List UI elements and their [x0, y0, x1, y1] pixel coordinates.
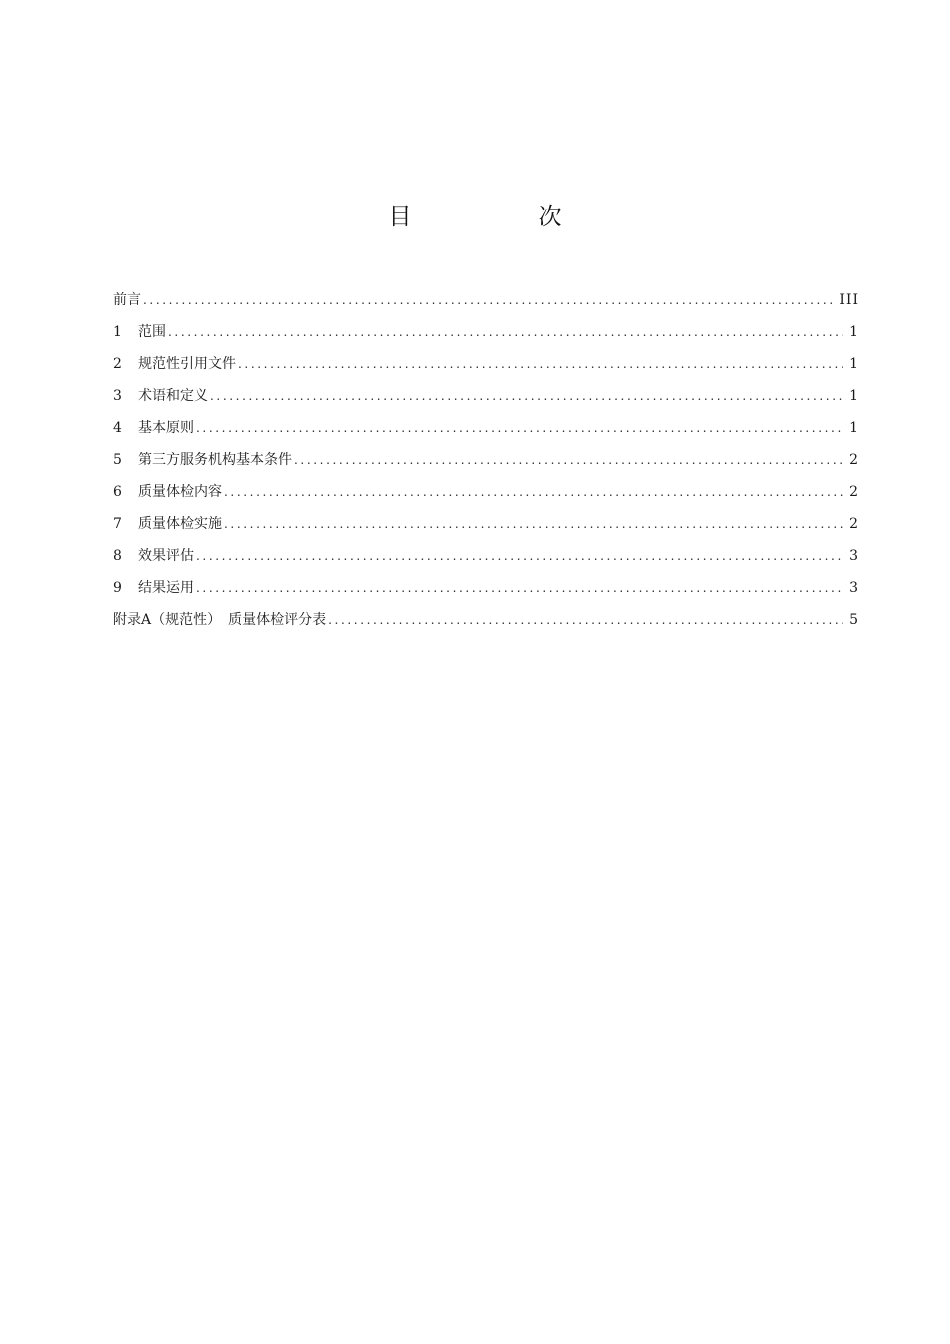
toc-list: [113, 284, 859, 636]
toc-entry-number: 4: [113, 420, 122, 436]
toc-entry-label: 结果运用: [138, 580, 194, 596]
toc-dot-leader: [210, 380, 843, 412]
toc-entry-result-application[interactable]: [113, 572, 859, 604]
toc-entry-label: 附录A（规范性） 质量体检评分表: [113, 612, 327, 628]
toc-entry-label: 质量体检内容: [138, 484, 222, 500]
toc-entry-number: 9: [113, 580, 122, 596]
toc-dot-leader: [238, 348, 843, 380]
toc-entry-page: 3: [849, 548, 859, 564]
toc-dot-leader: [196, 540, 843, 572]
toc-entry-page: 1: [849, 420, 859, 436]
toc-entry-page: 1: [849, 356, 859, 372]
toc-entry-page: 5: [849, 612, 859, 628]
toc-dot-leader: [196, 572, 843, 604]
toc-dot-leader: [294, 444, 843, 476]
toc-entry-label: 基本原则: [138, 420, 194, 436]
toc-entry-normative-references[interactable]: [113, 348, 859, 380]
toc-entry-inspection-implementation[interactable]: [113, 508, 859, 540]
toc-entry-basic-principles[interactable]: [113, 412, 859, 444]
toc-entry-label: 规范性引用文件: [138, 356, 236, 372]
toc-entry-terms-definitions[interactable]: [113, 380, 859, 412]
toc-entry-appendix-a[interactable]: [113, 604, 859, 636]
toc-entry-label: 质量体检实施: [138, 516, 222, 532]
toc-entry-label: 术语和定义: [138, 388, 208, 404]
toc-entry-number: 1: [113, 324, 122, 340]
toc-entry-label: 效果评估: [138, 548, 194, 564]
toc-entry-inspection-content[interactable]: [113, 476, 859, 508]
toc-entry-page: 1: [849, 324, 859, 340]
toc-entry-number: 2: [113, 356, 122, 372]
toc-entry-number: 7: [113, 516, 122, 532]
toc-entry-foreword[interactable]: [113, 284, 859, 316]
toc-entry-label: 前言: [113, 292, 141, 308]
toc-entry-third-party-conditions[interactable]: [113, 444, 859, 476]
toc-title: 目 次: [388, 204, 614, 230]
toc-entry-page: 3: [849, 580, 859, 596]
toc-entry-scope[interactable]: [113, 316, 859, 348]
toc-entry-label: 第三方服务机构基本条件: [138, 452, 292, 468]
toc-entry-label: 范围: [138, 324, 166, 340]
toc-entry-page: III: [839, 292, 859, 308]
toc-dot-leader: [328, 604, 843, 636]
toc-entry-number: 6: [113, 484, 122, 500]
toc-entry-page: 1: [849, 388, 859, 404]
toc-entry-effect-evaluation[interactable]: [113, 540, 859, 572]
toc-dot-leader: [168, 316, 843, 348]
toc-dot-leader: [224, 476, 843, 508]
toc-entry-number: 8: [113, 548, 122, 564]
toc-entry-page: 2: [849, 452, 859, 468]
toc-entry-page: 2: [849, 484, 859, 500]
toc-entry-number: 3: [113, 388, 122, 404]
toc-dot-leader: [143, 284, 833, 316]
toc-dot-leader: [224, 508, 843, 540]
toc-dot-leader: [196, 412, 843, 444]
toc-entry-page: 2: [849, 516, 859, 532]
toc-entry-number: 5: [113, 452, 122, 468]
